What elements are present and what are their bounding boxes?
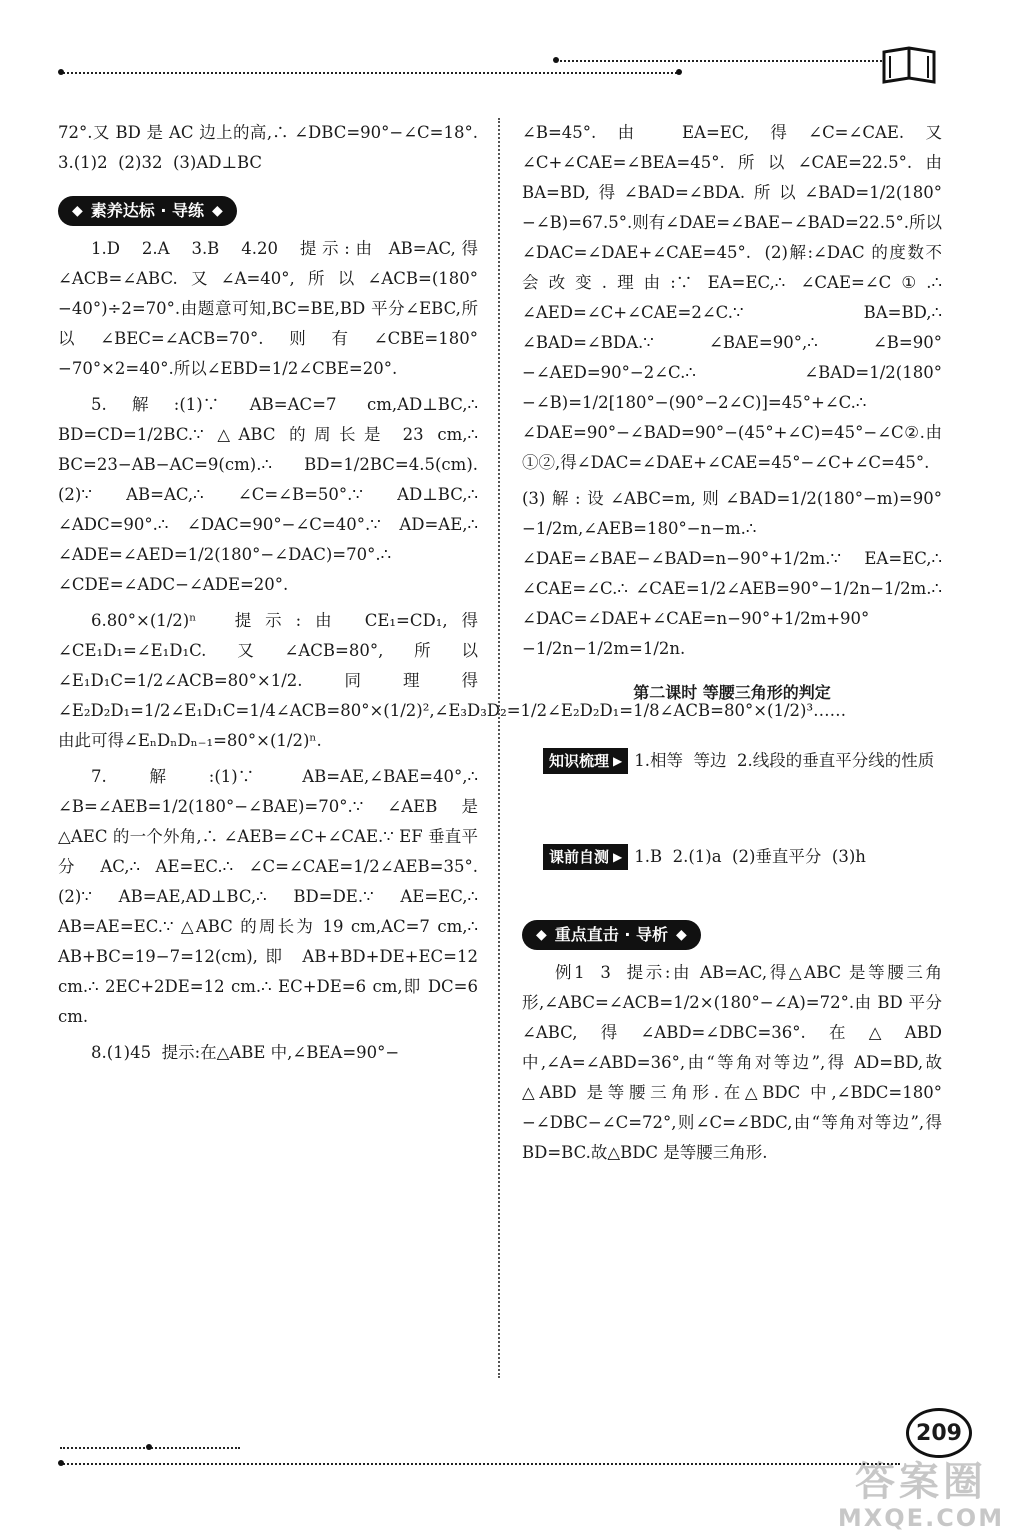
header-dotted-line-left [60,72,680,74]
answer-7: 7.解:(1)∵ AB=AE,∠BAE=40°,∴ ∠B=∠AEB=1/2(180°−∠BAE)=70°.∵ ∠AEB 是△AEC 的一个外角,∴ ∠AEB=∠C+∠CAE.∵ EF 垂直平分 AC,∴ AE=EC.∴ ∠C=∠CAE=1/2∠AEB=35°. (2)∵ AB=AE,AD⊥BC,∴ BD=DE.∵ AE=EC,∴ AB=AE=EC.∵ △ABC 的周长为 19 cm,AC=7 cm,∴ AB+BC=19−7=12(cm),即 AB+BD+DE+EC=12 cm.∴ 2EC+2DE=12 cm.∴ EC+DE=6 cm,即 DC=6 cm. [58,767,489,1026]
book-icon [880,44,938,86]
section-banner-zhongdian [522,920,701,950]
footer-dotted-line-lower [60,1463,900,1465]
page-number: 209 [906,1408,972,1458]
diamond-icon: ◆ [212,203,223,219]
answer-8: 8.(1)45 提示:在△ABE 中,∠BEA=90°− [91,1043,400,1062]
header-dot [676,69,682,75]
header-dot [553,57,559,63]
section-banner-suyang [58,196,237,226]
section-title: 第二课时 等腰三角形的判定 [633,683,831,702]
arrow-right-icon: ▶ [613,850,623,864]
banner-label: 素养达标 · 导练 [90,201,205,220]
arrow-right-icon: ▶ [613,754,623,768]
pretest-tag: 课前自测 ▶ [543,844,628,870]
diamond-icon: ◆ [72,203,83,219]
watermark-url: MXQE.COM [837,1504,1005,1532]
footer-dot [146,1444,152,1450]
answer-6: 6.80°×(1/2)ⁿ 提示:由 CE₁=CD₁,得∠CE₁D₁=∠E₁D₁C.又∠ACB=80°,所以∠E₁D₁C=1/2∠ACB=80°×1/2.同理得∠E₂D₂D₁=1/2∠E₁D₁C=1/4∠ACB=80°×(1/2)²,∠E₃D₃D₂=1/2∠E₂D₂D₁=1/8∠ACB=80°×(1/2)³……由此可得∠EₙDₙDₙ₋₁=80°×(1/2)ⁿ. [58,611,847,750]
answer-8-continued: ∠B=45°.由 EA=EC,得∠C=∠CAE.又∠C+∠CAE=∠BEA=45°.所以∠CAE=22.5°.由 BA=BD,得∠BAD=∠BDA.所以∠BAD=1/2(180°−∠B)=67.5°.则有∠DAE=∠BAE−∠BAD=22.5°.所以∠DAC=∠DAE+∠CAE=45°. (2)解:∠DAC 的度数不会改变.理由:∵ EA=EC,∴ ∠CAE=∠C①.∴ ∠AED=∠C+∠CAE=2∠C.∵ BA=BD,∴ ∠BAD=∠BDA.∵ ∠BAE=90°,∴ ∠B=90°−∠AED=90°−2∠C.∴ ∠BAD=1/2(180°−∠B)=1/2[180°−(90°−2∠C)]=45°+∠C.∴ ∠DAE=90°−∠BAD=90°−(45°+∠C)=45°−∠C②.由①②,得∠DAC=∠DAE+∠CAE=45°−∠C+∠C=45°. [522,123,948,472]
knowledge-tag: 知识梳理 ▶ [543,748,628,774]
knowledge-summary [522,716,942,806]
footer-dot [58,1460,64,1466]
header-dotted-line-right [556,60,882,62]
knowledge-text: 1.相等 等边 2.线段的垂直平分线的性质 [634,751,935,770]
pretest [522,812,942,902]
watermark-logo-text: 答案圈 [855,1459,987,1505]
answer-8-part3: (3)解:设∠ABC=m,则∠BAD=1/2(180°−m)=90°−1/2m,∠AEB=180°−n−m.∴ ∠DAE=∠BAE−∠BAD=n−90°+1/2m.∵ EA=EC,∴ ∠CAE=∠C.∴ ∠CAE=1/2∠AEB=90°−1/2n−1/2m.∴ ∠DAC=∠DAE+∠CAE=n−90°+1/2m+90°−1/2n−1/2m=1/2n. [522,489,948,658]
answer-5: 5.解:(1)∵ AB=AC=7 cm,AD⊥BC,∴ BD=CD=1/2BC.∵ △ABC 的周长是 23 cm,∴ BC=23−AB−AC=9(cm).∴ BD=1/2BC=4.5(cm). (2)∵ AB=AC,∴ ∠C=∠B=50°.∵ AD⊥BC,∴ ∠ADC=90°.∴ ∠DAC=90°−∠C=40°.∵ AD=AE,∴ ∠ADE=∠AED=1/2(180°−∠DAC)=70°.∴ ∠CDE=∠ADC−∠ADE=20°. [58,395,489,594]
watermark [836,1460,1006,1532]
diamond-icon: ◆ [536,927,547,943]
diamond-icon: ◆ [676,927,687,943]
pretest-text: 1.B 2.(1)a (2)垂直平分 (3)h [634,847,866,866]
header-dot [58,69,64,75]
answer-1-4: 1.D 2.A 3.B 4.20 提示:由 AB=AC,得∠ACB=∠ABC.又∠A=40°,所以∠ACB=(180°−40°)÷2=70°.由题意可知,BC=BE,BD 平分∠EBC,所以∠BEC=∠ACB=70°.则有∠CBE=180°−70°×2=40°.所以∠EBD=1/2∠CBE=20°. [58,239,478,378]
example-1: 例1 3 提示:由 AB=AC,得△ABC 是等腰三角形,∠ABC=∠ACB=1/2×(180°−∠A)=72°.由 BD 平分∠ABC,得∠ABD=∠DBC=36°.在△ABD 中,∠A=∠ABD=36°,由“等角对等边”,得 AD=BD,故△ABD 是等腰三角形.在△BDC 中,∠BDC=180°−∠DBC−∠C=72°,则∠C=∠BDC,由“等角对等边”,得 BD=BC.故△BDC 是等腰三角形. [522,963,948,1162]
banner-label: 重点直击 · 导析 [554,925,669,944]
column-divider [498,118,500,1378]
answer-text: 72°.又 BD 是 AC 边上的高,∴ ∠DBC=90°−∠C=18°. 3.(1)2 (2)32 (3)AD⊥BC [58,123,489,172]
right-column [522,118,948,1174]
